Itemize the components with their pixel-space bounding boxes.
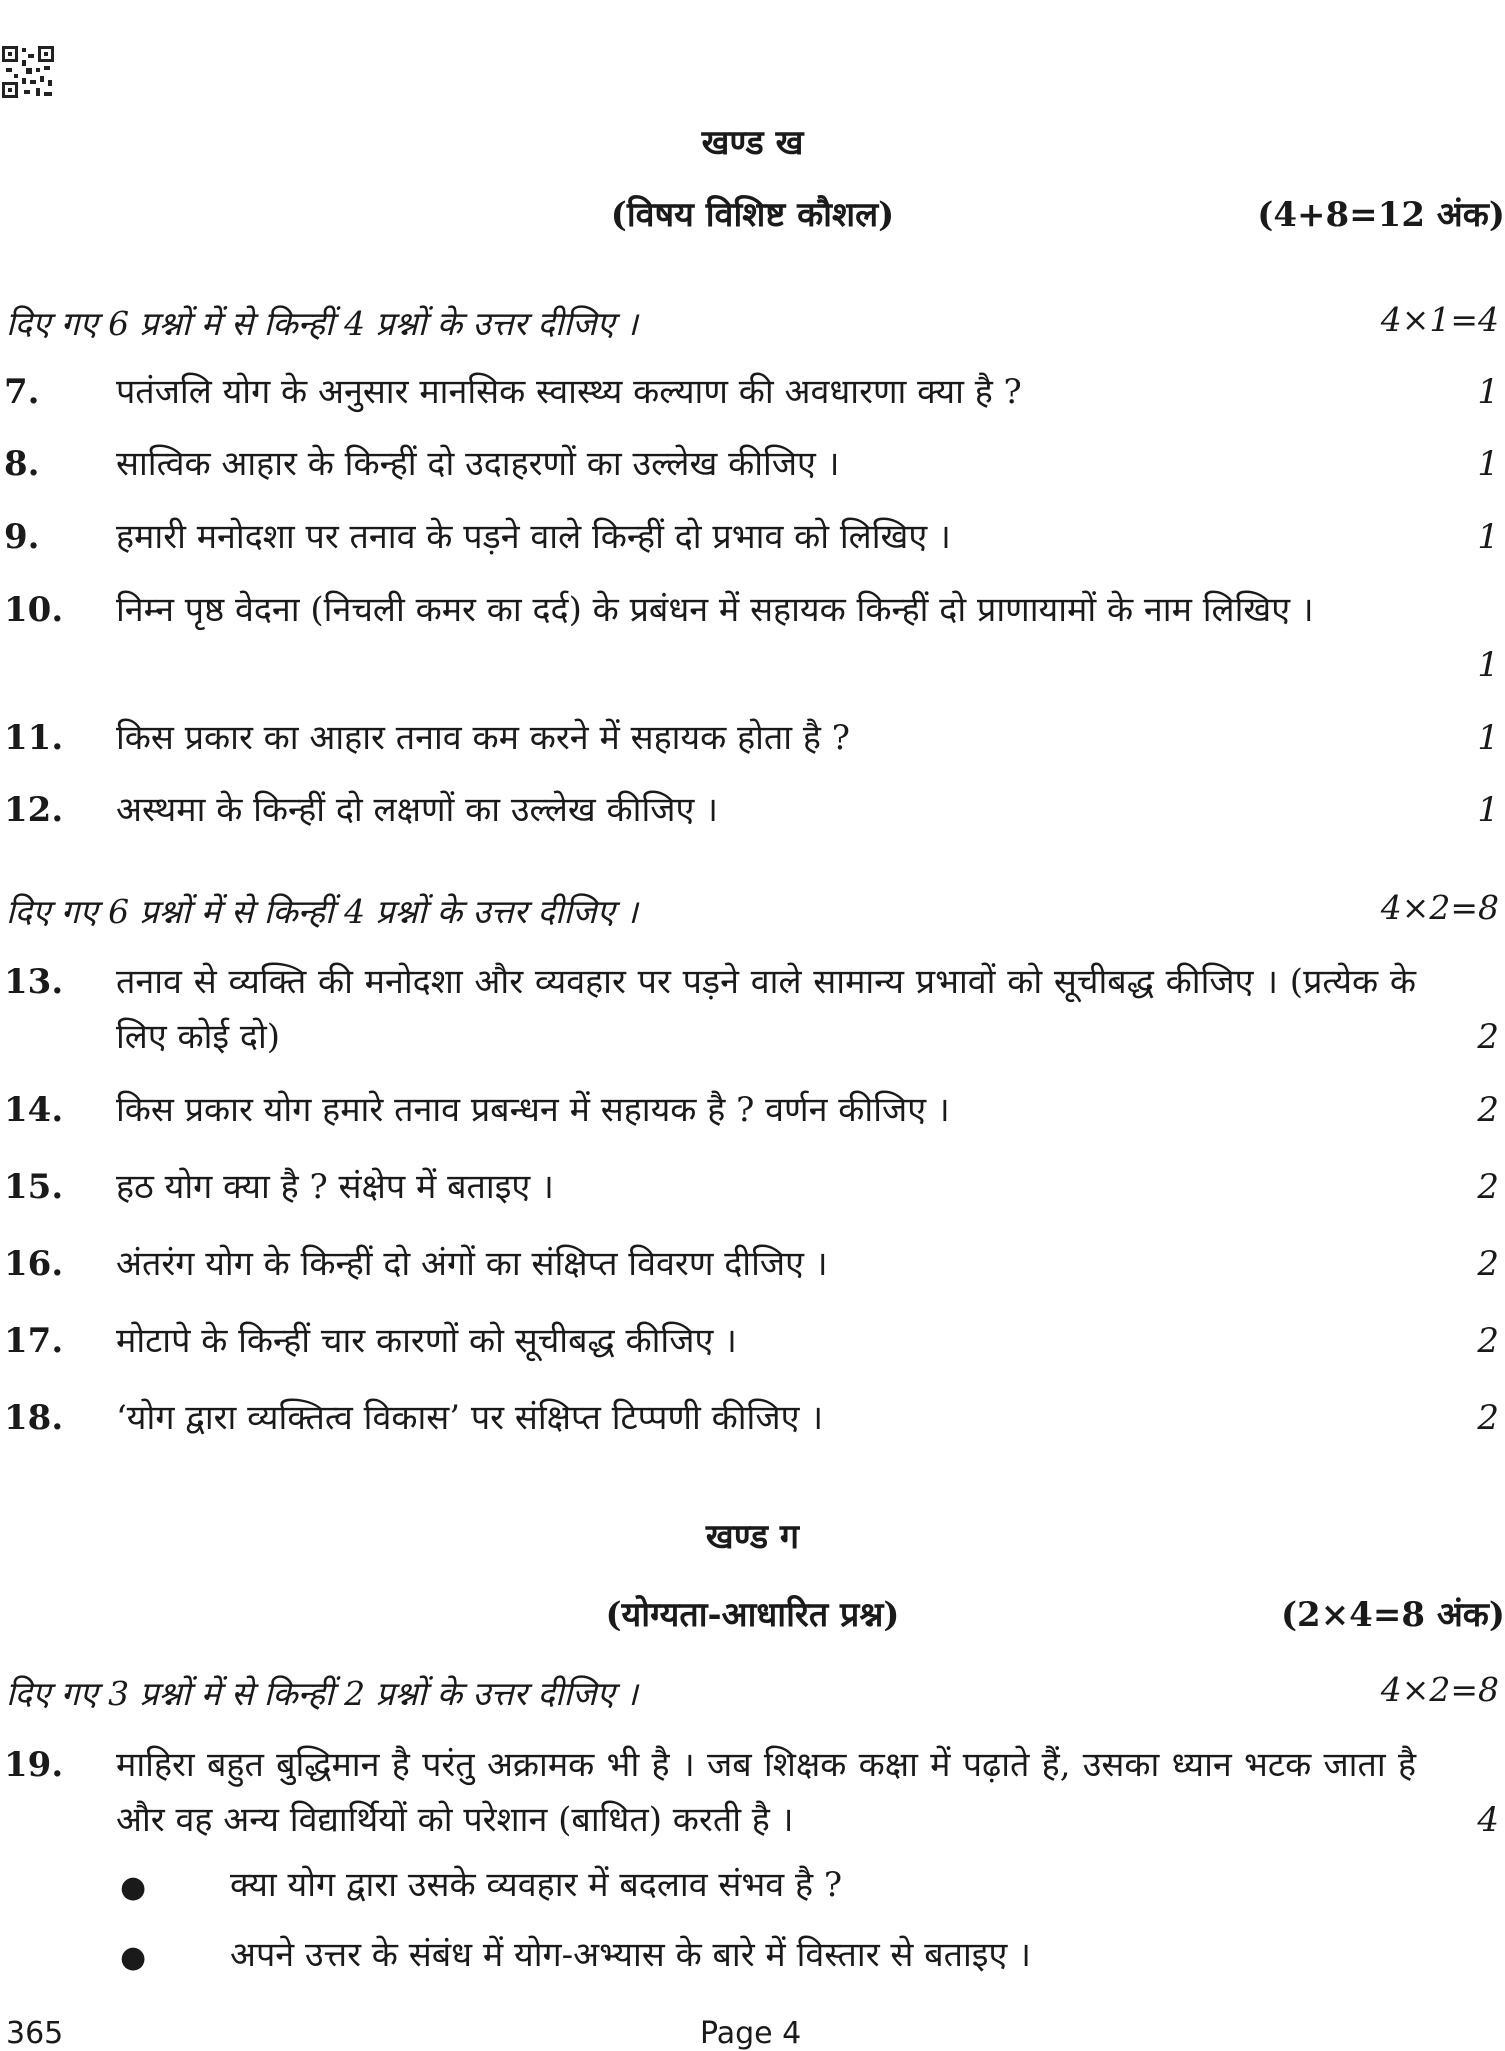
section-b-heading: खण्ड ख xyxy=(701,123,804,163)
question-text: अस्थमा के किन्हीं दो लक्षणों का उल्लेख कीजिए । xyxy=(116,790,718,830)
question-number: 15. xyxy=(4,1167,64,1207)
bullet-text: अपने उत्तर के संबंध में योग-अभ्यास के बारे में विस्तार से बताइए । xyxy=(230,1935,1031,1975)
question-number: 10. xyxy=(4,590,64,630)
question-text: मोटापे के किन्हीं चार कारणों को सूचीबद्ध कीजिए । xyxy=(116,1321,737,1361)
section-b-marks: (4+8=12 अंक) xyxy=(1257,195,1505,235)
section-b-subheading: (विषय विशिष्ट कौशल) xyxy=(610,195,895,235)
page-number: Page 4 xyxy=(700,2016,802,2051)
question-mark: 1 xyxy=(1477,718,1499,758)
question-number: 13. xyxy=(4,962,64,1002)
question-mark: 4 xyxy=(1477,1800,1499,1840)
question-number: 16. xyxy=(4,1244,64,1284)
question-number: 14. xyxy=(4,1090,64,1130)
question-text: किस प्रकार योग हमारे तनाव प्रबन्धन में सहायक है ? वर्णन कीजिए । xyxy=(116,1090,950,1130)
question-mark: 2 xyxy=(1477,1321,1499,1361)
question-mark: 1 xyxy=(1477,444,1499,484)
bullet-icon: ● xyxy=(120,1870,147,1905)
question-mark: 1 xyxy=(1477,517,1499,557)
question-number: 19. xyxy=(4,1745,64,1785)
section-c-marks: (2×4=8 अंक) xyxy=(1280,1595,1505,1635)
question-text: माहिरा बहुत बुद्धिमान है परंतु अक्रामक भी है । जब शिक्षक कक्षा में पढ़ाते हैं, उसका ध्यान भटक जाता है और वह अन्य विद्यार्थियों को परेशान (बाधित) करती है । xyxy=(116,1745,1416,1840)
bullet-text: क्या योग द्वारा उसके व्यवहार में बदलाव संभव है ? xyxy=(230,1865,843,1905)
bullet-icon: ● xyxy=(120,1940,147,1975)
question-number: 11. xyxy=(4,718,64,758)
question-mark: 1 xyxy=(1477,790,1499,830)
question-number: 9. xyxy=(4,517,40,557)
question-mark: 2 xyxy=(1477,1090,1499,1130)
question-text: पतंजलि योग के अनुसार मानसिक स्वास्थ्य कल्याण की अवधारणा क्या है ? xyxy=(116,372,1022,412)
group1-marks: 4×1=4 xyxy=(1380,300,1499,339)
question-mark: 1 xyxy=(1477,645,1499,685)
group3-instruction: दिए गए 3 प्रश्नों में से किन्हीं 2 प्रश्नों के उत्तर दीजिए । xyxy=(6,1674,638,1713)
group2-instruction: दिए गए 6 प्रश्नों में से किन्हीं 4 प्रश्नों के उत्तर दीजिए । xyxy=(6,892,638,931)
group2-marks: 4×2=8 xyxy=(1380,888,1499,927)
question-text: निम्न पृष्ठ वेदना (निचली कमर का दर्द) के प्रबंधन में सहायक किन्हीं दो प्राणायामों के नाम लिखिए । xyxy=(116,590,1314,630)
question-text: सात्विक आहार के किन्हीं दो उदाहरणों का उल्लेख कीजिए । xyxy=(116,444,840,484)
section-c-heading: खण्ड ग xyxy=(705,1517,800,1557)
question-text: ‘योग द्वारा व्यक्तित्व विकास’ पर संक्षिप्त टिप्पणी कीजिए । xyxy=(116,1398,824,1438)
question-mark: 1 xyxy=(1477,372,1499,412)
question-mark: 2 xyxy=(1477,1398,1499,1438)
section-c-subheading: (योग्यता-आधारित प्रश्न) xyxy=(605,1595,900,1635)
question-number: 17. xyxy=(4,1321,64,1361)
question-number: 7. xyxy=(4,372,40,412)
qr-code-icon xyxy=(0,44,56,100)
group1-instruction: दिए गए 6 प्रश्नों में से किन्हीं 4 प्रश्नों के उत्तर दीजिए । xyxy=(6,304,638,343)
paper-code: 365 xyxy=(6,2016,64,2051)
question-text: अंतरंग योग के किन्हीं दो अंगों का संक्षिप्त विवरण दीजिए । xyxy=(116,1244,828,1284)
question-number: 8. xyxy=(4,444,40,484)
question-text: हठ योग क्या है ? संक्षेप में बताइए । xyxy=(116,1167,554,1207)
group3-marks: 4×2=8 xyxy=(1380,1670,1499,1709)
question-text: हमारी मनोदशा पर तनाव के पड़ने वाले किन्हीं दो प्रभाव को लिखिए । xyxy=(116,517,951,557)
question-mark: 2 xyxy=(1477,1167,1499,1207)
question-text: तनाव से व्यक्ति की मनोदशा और व्यवहार पर पड़ने वाले सामान्य प्रभावों को सूचीबद्ध कीजिए । (प्रत्येक के लिए कोई दो) xyxy=(116,962,1416,1057)
question-mark: 2 xyxy=(1477,1244,1499,1284)
question-number: 12. xyxy=(4,790,64,830)
question-mark: 2 xyxy=(1477,1017,1499,1057)
question-text: किस प्रकार का आहार तनाव कम करने में सहायक होता है ? xyxy=(116,718,851,758)
question-number: 18. xyxy=(4,1398,64,1438)
